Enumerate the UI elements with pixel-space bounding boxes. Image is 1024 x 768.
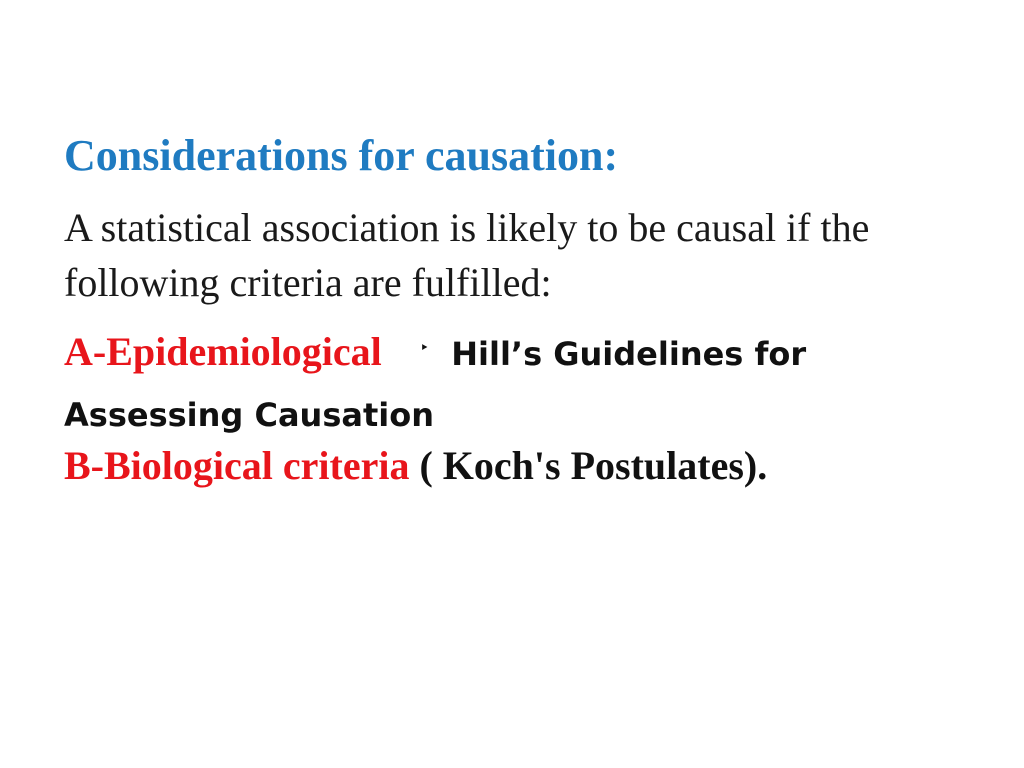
intro-paragraph: A statistical association is likely to be causal if the following criteria are fulfilled: xyxy=(64,205,870,305)
koch-postulates-text: ( Koch's Postulates). xyxy=(409,443,768,488)
hill-guidelines-text: Hill’s Guidelines for Assessing Causation xyxy=(64,335,807,434)
criteria-a-line xyxy=(64,320,964,449)
criteria-b-line xyxy=(64,438,767,493)
criteria-a-label: A-Epidemiological xyxy=(64,329,382,374)
slide-title: Considerations for causation: xyxy=(64,131,619,180)
bullet-arrow-icon: ‣ xyxy=(419,338,430,357)
criteria-b-label: B-Biological criteria xyxy=(64,443,410,488)
